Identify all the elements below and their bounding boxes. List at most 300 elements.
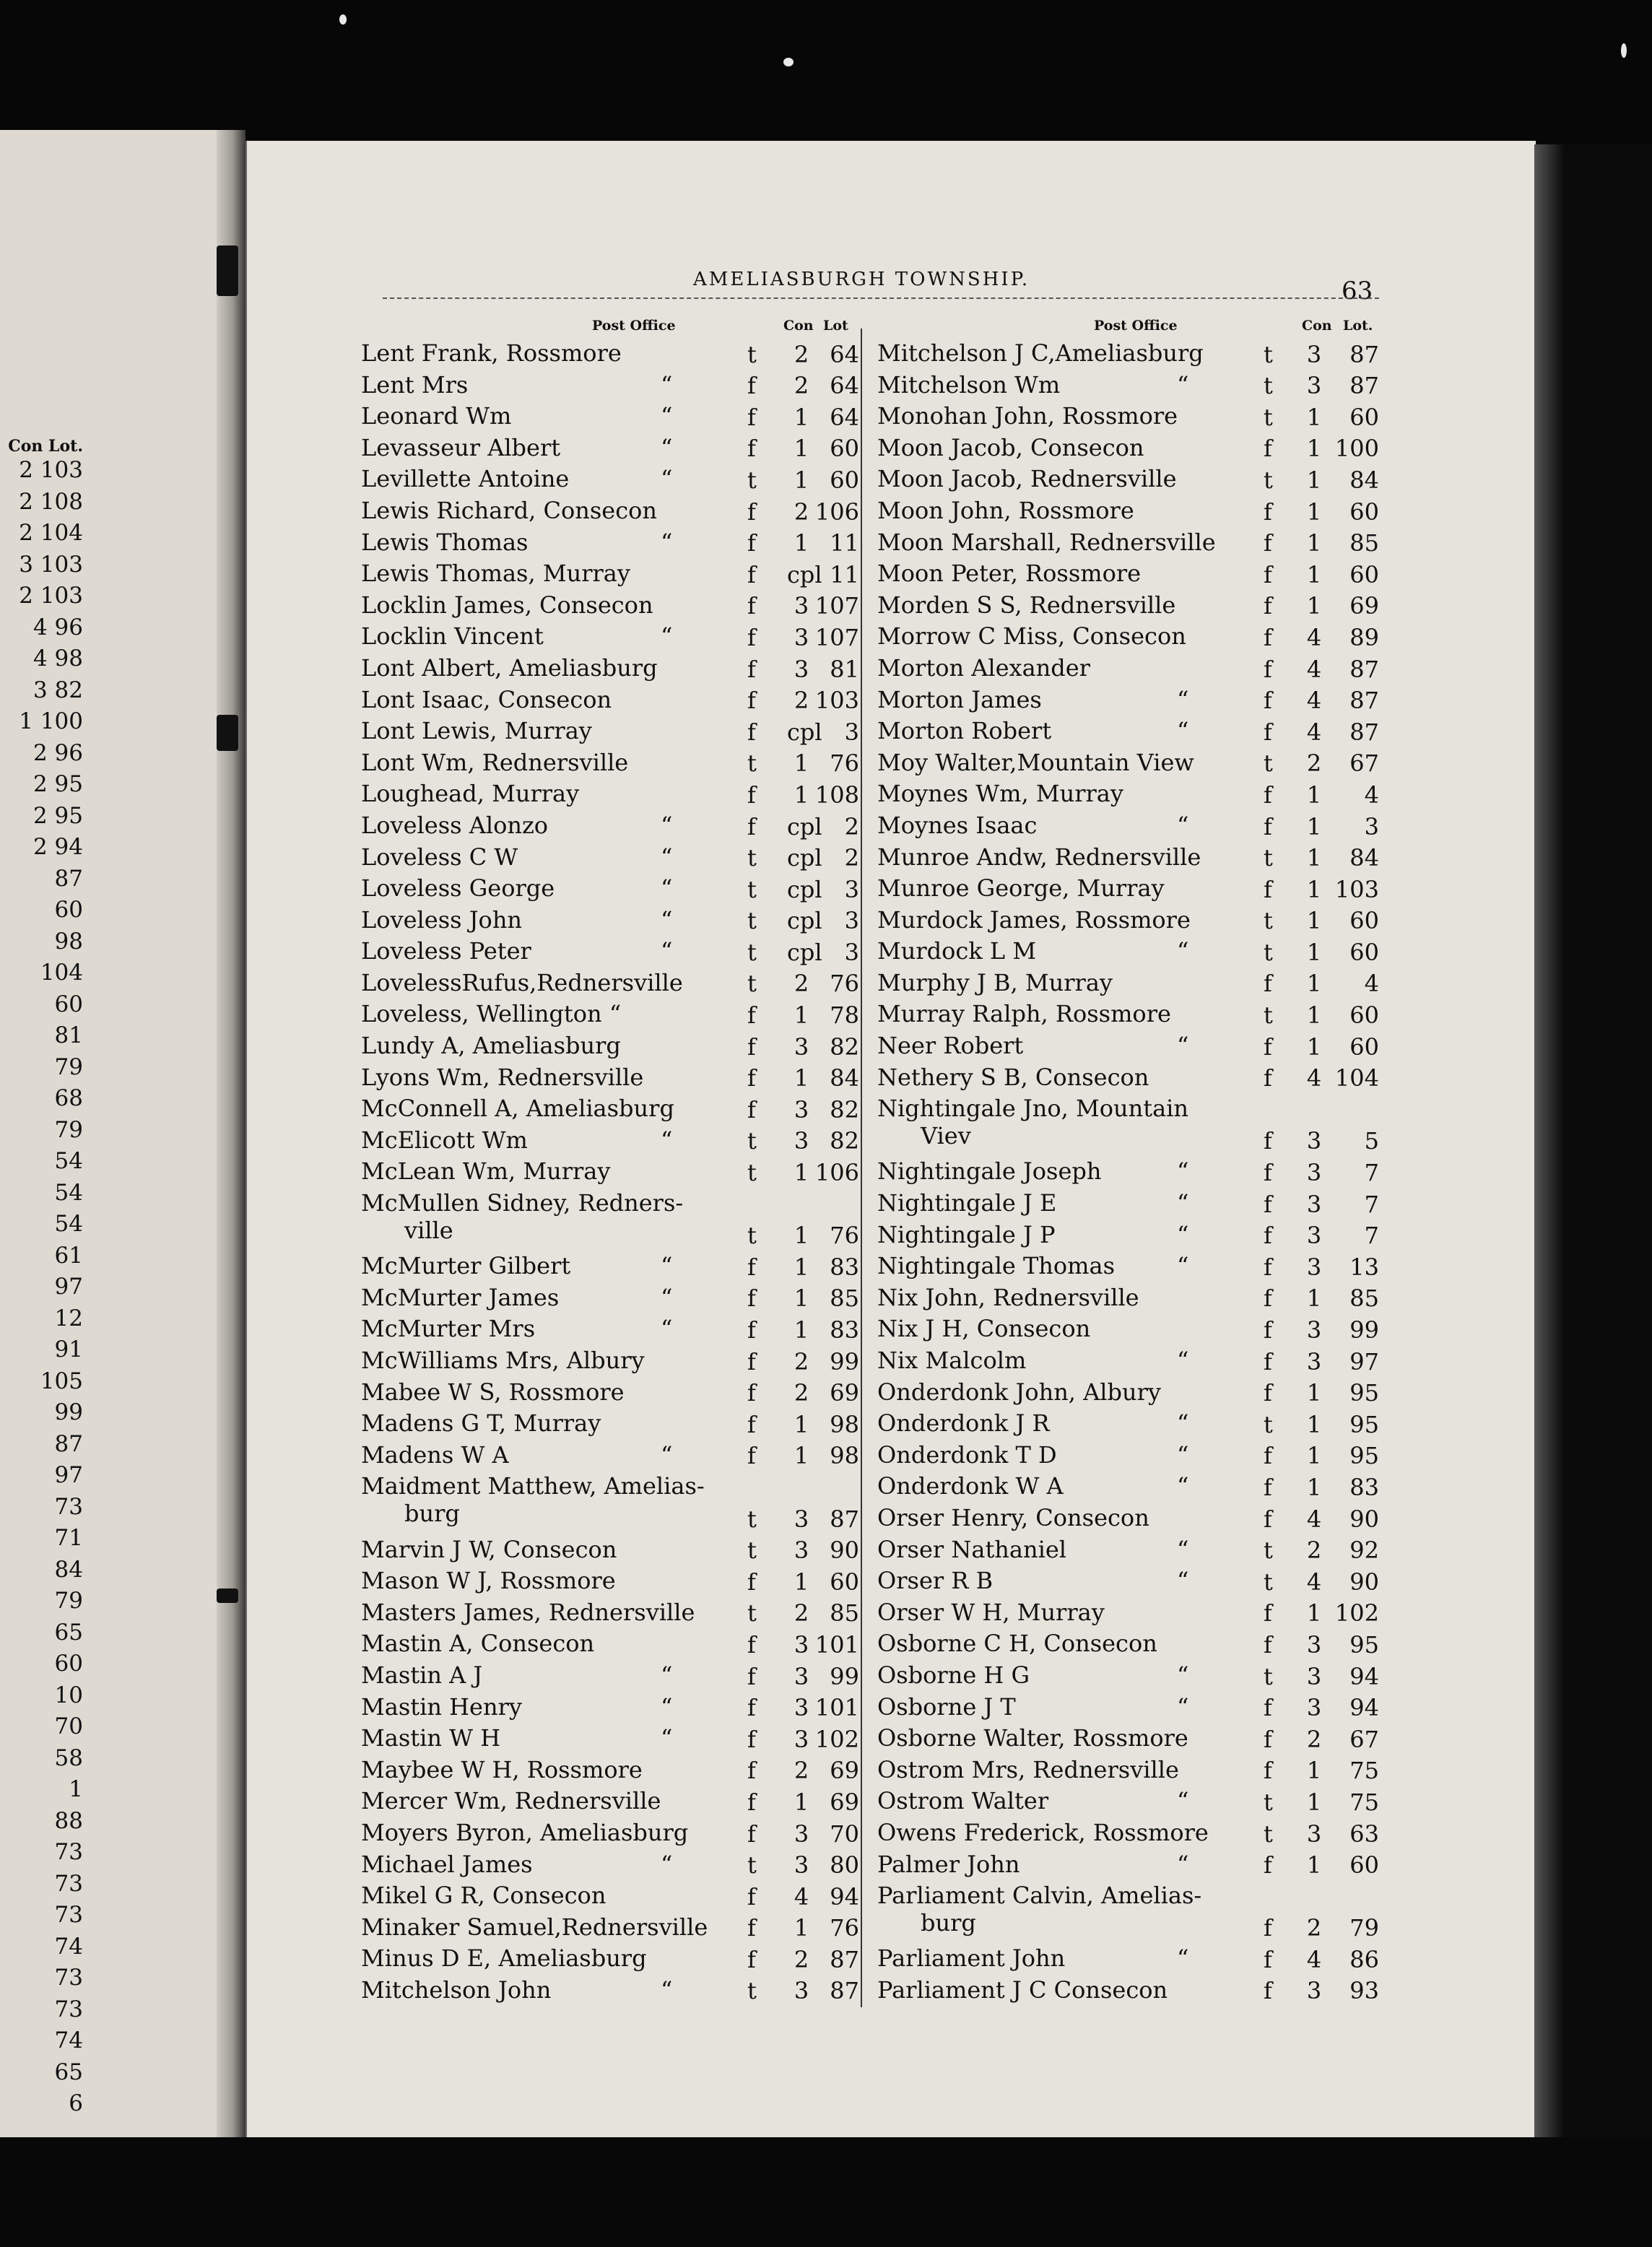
lot-number: 83 — [830, 1253, 859, 1281]
directory-entry — [361, 685, 859, 718]
entry-name-block — [361, 1409, 601, 1437]
directory-entry — [361, 653, 859, 686]
entry-name-block — [361, 1000, 621, 1027]
lot-number: 11 — [830, 560, 859, 588]
ditto-mark: “ — [661, 1661, 673, 1689]
resident-name: Owens Frederick, Rossmore — [877, 1818, 1209, 1846]
left-page-margin-column — [0, 437, 83, 2120]
tenure-code: f — [1264, 1347, 1272, 1375]
entry-name-block — [877, 1599, 1105, 1626]
concession-number: 3 — [794, 1977, 809, 2005]
tenure-code: f — [747, 781, 756, 809]
tenure-code: f — [1264, 1757, 1272, 1785]
concession-number: 2 — [794, 1599, 809, 1627]
tenure-code: f — [747, 435, 756, 463]
concession-number: 1 — [1306, 844, 1322, 872]
concession-number: 1 — [1306, 592, 1322, 620]
concession-number: 1 — [794, 781, 809, 809]
concession-number: 1 — [1306, 1473, 1322, 1501]
tenure-code: f — [1264, 1630, 1272, 1659]
lot-number: 60 — [830, 435, 859, 463]
tenure-code: t — [1264, 1662, 1273, 1690]
directory-entry — [877, 370, 1379, 403]
entry-name-block — [361, 402, 673, 430]
lot-number: 87 — [830, 1945, 859, 1973]
ditto-mark: “ — [661, 843, 673, 871]
directory-entry — [877, 1189, 1379, 1221]
concession-number: 2 — [794, 1757, 809, 1785]
left-page-entry: 1 100 — [19, 708, 83, 734]
entry-name-block — [361, 843, 673, 871]
directory-entry — [877, 1440, 1379, 1473]
lot-number: 99 — [830, 1662, 859, 1690]
resident-name: Moon John, Rossmore — [877, 496, 1134, 524]
ditto-mark: “ — [661, 1126, 673, 1154]
tenure-code: f — [1264, 623, 1272, 651]
directory-entry — [361, 528, 859, 560]
lot-number: 60 — [830, 1568, 859, 1596]
left-page-entry: 4 96 — [32, 614, 83, 640]
ditto-mark: “ — [661, 1724, 673, 1752]
resident-name: Levasseur Albert — [361, 433, 561, 461]
directory-entry — [877, 780, 1379, 812]
tenure-code: t — [747, 1851, 757, 1879]
tenure-code: f — [747, 1630, 756, 1659]
entry-name-block — [361, 1724, 673, 1752]
directory-entry — [877, 528, 1379, 560]
lot-number: 7 — [1364, 1190, 1379, 1218]
tenure-code: f — [1264, 1599, 1272, 1627]
tenure-code: f — [1264, 875, 1272, 903]
ditto-mark: “ — [1177, 717, 1189, 745]
concession-number: 1 — [1306, 529, 1322, 557]
resident-name: Moon Peter, Rossmore — [877, 560, 1142, 588]
resident-name: Munroe Andw, Rednersville — [877, 843, 1201, 871]
con-heading: Con — [783, 318, 814, 334]
entry-name-block — [361, 937, 673, 965]
resident-name: Loughead, Murray — [361, 780, 580, 808]
lot-number: 60 — [1349, 1851, 1379, 1879]
ditto-mark: “ — [1177, 1850, 1189, 1878]
directory-entry — [877, 968, 1379, 1001]
entry-name-block — [361, 1536, 617, 1563]
directory-entry — [877, 1692, 1379, 1725]
entry-name-block — [361, 1756, 643, 1783]
resident-name: Moynes Isaac — [877, 811, 1038, 839]
lot-number: 82 — [830, 1033, 859, 1061]
binding-mark — [217, 1588, 238, 1603]
tenure-code: f — [1264, 1285, 1272, 1313]
entry-name-block — [877, 370, 1189, 399]
entry-name-block — [361, 433, 673, 461]
tenure-code: t — [1264, 1410, 1273, 1438]
left-page-entry: 60 — [54, 897, 83, 923]
directory-entry — [361, 560, 859, 591]
lot-number: 83 — [1349, 1473, 1379, 1501]
entry-name-block — [361, 370, 673, 399]
concession-number: 1 — [1306, 781, 1322, 809]
lot-number: 64 — [830, 372, 859, 400]
lot-number: 13 — [1349, 1253, 1379, 1281]
directory-entry — [361, 1850, 859, 1882]
column-header — [877, 316, 1373, 339]
directory-entry — [361, 1315, 859, 1347]
tenure-code: t — [1264, 466, 1273, 494]
film-border-top — [0, 0, 1652, 144]
directory-entry — [877, 653, 1379, 686]
entry-name-block — [877, 1220, 1189, 1248]
tenure-code: f — [747, 560, 756, 588]
lot-number: 106 — [814, 1159, 859, 1187]
entry-name-block — [361, 969, 683, 996]
binding-mark — [217, 715, 238, 751]
concession-number: 2 — [794, 1945, 809, 1973]
entry-name-block — [877, 654, 1090, 682]
ditto-mark: “ — [661, 937, 673, 965]
directory-column-left — [361, 316, 859, 2007]
binding-marks — [217, 217, 238, 2094]
resident-name: Morton Alexander — [877, 653, 1090, 682]
entry-name-block — [361, 1378, 625, 1406]
entry-name-block — [877, 1064, 1149, 1091]
left-page-entry: 2 108 — [19, 488, 83, 515]
directory-entry — [877, 1063, 1379, 1095]
resident-name: Mitchelson J C,Ameliasburg — [877, 339, 1204, 367]
entry-name-block — [877, 1472, 1189, 1500]
directory-entry — [877, 1787, 1379, 1819]
resident-name: Nix Malcolm — [877, 1347, 1027, 1374]
concession-number: 1 — [1306, 970, 1322, 998]
lot-number: 75 — [1349, 1788, 1379, 1816]
directory-entry — [361, 1598, 859, 1630]
tenure-code: f — [1264, 592, 1272, 620]
tenure-code: f — [747, 592, 756, 620]
entry-name-block — [877, 1661, 1189, 1689]
lot-number: 7 — [1364, 1222, 1379, 1250]
entry-name-block — [877, 1189, 1189, 1217]
resident-name: McMurter Mrs — [361, 1315, 536, 1343]
concession-number: 1 — [794, 1914, 809, 1942]
resident-name: Osborne J T — [877, 1692, 1016, 1721]
directory-entry — [877, 1661, 1379, 1693]
entry-name-block — [361, 1347, 645, 1374]
ditto-mark: “ — [661, 370, 673, 399]
resident-name: Lyons Wm, Rednersville — [361, 1063, 644, 1091]
resident-name: Mastin A J — [361, 1661, 483, 1689]
resident-name: Masters James, Rednersville — [361, 1598, 695, 1626]
tenure-code: f — [1264, 970, 1272, 998]
entry-name-block — [361, 905, 673, 934]
left-page-entry: 54 — [54, 1148, 83, 1174]
concession-number: 3 — [1306, 1694, 1322, 1722]
left-page-entry: 97 — [54, 1274, 83, 1300]
lot-number: 102 — [1334, 1599, 1379, 1627]
left-page-entry: 54 — [54, 1179, 83, 1206]
tenure-code: f — [747, 1725, 756, 1753]
directory-entry — [361, 1000, 859, 1032]
lot-number: 87 — [830, 1505, 859, 1533]
directory-entry — [877, 1000, 1379, 1032]
lot-number: 99 — [830, 1347, 859, 1375]
entry-name-block — [361, 1944, 647, 1972]
tenure-code: t — [1264, 1537, 1273, 1565]
directory-entry — [877, 748, 1379, 781]
tenure-code: f — [747, 1568, 756, 1596]
entry-name-block — [361, 1882, 606, 1909]
directory-entry — [361, 905, 859, 938]
lot-number: 90 — [1349, 1505, 1379, 1533]
lot-number: 87 — [830, 1977, 859, 2005]
resident-name: Mastin A, Consecon — [361, 1630, 595, 1658]
directory-entry — [877, 717, 1379, 749]
directory-entry — [877, 1283, 1379, 1316]
concession-number: 1 — [1306, 466, 1322, 494]
concession-number: 4 — [1306, 687, 1322, 715]
left-page-entry: 65 — [54, 1619, 83, 1646]
tenure-code: f — [1264, 560, 1272, 588]
concession-number: 3 — [794, 1505, 809, 1533]
left-page-entry: 61 — [54, 1242, 83, 1269]
entry-name-block — [877, 874, 1165, 902]
directory-entry — [877, 685, 1379, 718]
directory-entry — [361, 1283, 859, 1316]
concession-number: 1 — [1306, 1001, 1322, 1030]
concession-number: 2 — [1306, 1725, 1322, 1753]
entry-name-block — [361, 465, 673, 493]
lot-number: 95 — [1349, 1630, 1379, 1659]
resident-name: Nix J H, Consecon — [877, 1315, 1091, 1343]
left-page-entry: 79 — [54, 1116, 83, 1143]
resident-name: Madens G T, Murray — [361, 1409, 601, 1438]
lot-number: 100 — [1334, 435, 1379, 463]
concession-number: 4 — [794, 1882, 809, 1911]
concession-number: cpl — [787, 812, 822, 840]
concession-number: 3 — [794, 1694, 809, 1722]
directory-entry — [877, 622, 1379, 654]
directory-entry — [361, 874, 859, 906]
tenure-code: t — [1264, 749, 1273, 778]
directory-entry — [877, 402, 1379, 434]
directory-entry — [877, 1818, 1379, 1851]
concession-number: 3 — [794, 1851, 809, 1879]
lot-number: 75 — [1349, 1757, 1379, 1785]
concession-number: 4 — [1306, 1064, 1322, 1092]
resident-name: Lont Albert, Ameliasburg — [361, 653, 658, 682]
ditto-mark: “ — [661, 1692, 673, 1721]
entry-name-block — [361, 1630, 594, 1657]
entry-name-block — [361, 1064, 643, 1091]
resident-name: Palmer John — [877, 1850, 1020, 1878]
tenure-code: f — [1264, 718, 1272, 746]
directory-entry — [361, 1378, 859, 1410]
lot-number: 85 — [830, 1599, 859, 1627]
entry-name-block — [361, 1599, 695, 1626]
lot-number: 69 — [830, 1757, 859, 1785]
tenure-code: f — [1264, 1222, 1272, 1250]
entry-name-block — [877, 497, 1134, 524]
directory-entry — [361, 591, 859, 623]
entry-name-block — [361, 1787, 661, 1814]
lot-number: 104 — [1334, 1064, 1379, 1092]
directory-entry — [877, 1220, 1379, 1253]
concession-number: 2 — [1306, 749, 1322, 778]
resident-name: Marvin J W, Consecon — [361, 1535, 617, 1563]
resident-name: Osborne Walter, Rossmore — [877, 1724, 1188, 1752]
lot-number: 84 — [1349, 466, 1379, 494]
directory-entry — [877, 1535, 1379, 1568]
concession-number: 1 — [1306, 1757, 1322, 1785]
directory-column-right — [877, 316, 1379, 2007]
entry-name-block — [361, 591, 653, 619]
film-speck — [783, 58, 794, 66]
ditto-mark: “ — [1177, 1220, 1189, 1248]
lot-heading: Lot. — [1343, 318, 1373, 334]
entry-name-block — [361, 1976, 673, 2004]
directory-entry — [877, 937, 1379, 969]
entry-name-block — [877, 591, 1175, 619]
tenure-code: f — [747, 655, 756, 683]
resident-name: Orser Henry, Consecon — [877, 1503, 1149, 1531]
concession-number: 1 — [1306, 435, 1322, 463]
entry-name-block — [877, 843, 1201, 871]
directory-entry — [361, 937, 859, 969]
directory-entry — [877, 843, 1379, 875]
tenure-code: f — [1264, 1064, 1272, 1092]
column-divider — [861, 329, 862, 2007]
directory-entry — [877, 1944, 1379, 1976]
left-page-entry: 2 103 — [19, 457, 83, 483]
tenure-code: f — [747, 1914, 756, 1942]
resident-name: Minus D E, Ameliasburg — [361, 1944, 647, 1973]
tenure-code: f — [1264, 1725, 1272, 1753]
directory-entry — [361, 622, 859, 654]
tenure-code: t — [747, 1977, 757, 2005]
concession-number: 3 — [794, 1127, 809, 1155]
concession-number: 3 — [1306, 340, 1322, 368]
directory-entry — [877, 1567, 1379, 1599]
entry-name-block — [361, 560, 630, 587]
entry-name-block — [877, 1409, 1189, 1438]
entry-name-block — [877, 622, 1186, 650]
resident-name: Moon Jacob, Consecon — [877, 433, 1144, 461]
tenure-code: f — [1264, 1977, 1272, 2005]
concession-number: 2 — [794, 687, 809, 715]
resident-name: Leonard Wm — [361, 402, 512, 430]
resident-name: Lundy A, Ameliasburg — [361, 1032, 621, 1060]
directory-entry — [877, 1472, 1379, 1504]
directory-entry — [361, 496, 859, 529]
directory-entry — [877, 560, 1379, 591]
lot-number: 95 — [1349, 1442, 1379, 1470]
tenure-code: f — [747, 1694, 756, 1722]
concession-number: 3 — [1306, 1347, 1322, 1375]
tenure-code: t — [747, 1505, 757, 1533]
concession-number: 1 — [1306, 1285, 1322, 1313]
entry-name-block — [877, 1000, 1171, 1027]
ditto-mark: “ — [1177, 1692, 1189, 1721]
resident-name: Nightingale Joseph — [877, 1157, 1102, 1186]
tenure-code: t — [1264, 340, 1273, 368]
left-page-entry: 73 — [54, 1493, 83, 1520]
directory-entry — [361, 748, 859, 781]
directory-entry — [361, 1252, 859, 1284]
left-page-entry: 2 104 — [19, 520, 83, 546]
left-page-column-header: Con Lot. — [8, 437, 83, 456]
concession-number: cpl — [787, 875, 822, 903]
post-office-heading: Post Office — [592, 318, 676, 334]
resident-name: Nethery S B, Consecon — [877, 1063, 1149, 1091]
entry-name-block — [877, 1535, 1189, 1563]
left-page-entry: 98 — [54, 928, 83, 955]
concession-number: cpl — [787, 844, 822, 872]
directory-entry — [361, 1755, 859, 1788]
concession-number: 2 — [794, 1379, 809, 1407]
directory-entry — [877, 465, 1379, 497]
ditto-mark: “ — [661, 465, 673, 493]
directory-entry — [361, 1630, 859, 1661]
concession-number: 3 — [794, 592, 809, 620]
tenure-code: f — [1264, 1316, 1272, 1344]
lot-number: 94 — [1349, 1694, 1379, 1722]
directory-entry — [877, 339, 1379, 371]
entry-name-block — [877, 749, 1194, 776]
directory-entry — [361, 717, 859, 749]
resident-name: Morton Robert — [877, 717, 1052, 745]
entry-name-block — [361, 1032, 621, 1059]
resident-name: Lont Isaac, Consecon — [361, 685, 612, 713]
left-page-entry: 79 — [54, 1588, 83, 1614]
lot-number: 2 — [844, 812, 859, 840]
ditto-mark: “ — [1177, 811, 1189, 839]
entry-name-block — [877, 1819, 1209, 1846]
directory-entry — [361, 339, 859, 371]
left-page-entry: 3 82 — [32, 677, 83, 703]
directory-entry — [877, 1347, 1379, 1378]
column-header — [361, 316, 848, 339]
tenure-code: f — [747, 687, 756, 715]
left-page-entry: 65 — [54, 2059, 83, 2085]
lot-number: 76 — [830, 749, 859, 778]
concession-number: 3 — [794, 1820, 809, 1848]
tenure-code: f — [747, 1788, 756, 1816]
resident-name: LovelessRufus,Rednersville — [361, 968, 683, 996]
directory-entry — [361, 811, 859, 843]
ditto-mark: “ — [1177, 937, 1189, 965]
directory-entry — [877, 1755, 1379, 1788]
left-page-entry: 4 98 — [32, 646, 83, 672]
tenure-code: t — [747, 466, 757, 494]
left-page-entry: 104 — [40, 960, 83, 986]
entry-name-block — [877, 1787, 1189, 1815]
directory-entry — [877, 1598, 1379, 1630]
concession-number: 1 — [794, 1222, 809, 1250]
tenure-code: t — [747, 970, 757, 998]
concession-number: 3 — [1306, 1630, 1322, 1659]
tenure-code: f — [1264, 1945, 1272, 1973]
left-page-entry: 12 — [54, 1305, 83, 1331]
resident-name: Onderdonk J R — [877, 1409, 1050, 1438]
directory-entry — [877, 1252, 1379, 1284]
lot-number: 85 — [1349, 529, 1379, 557]
resident-name: Moynes Wm, Murray — [877, 780, 1123, 808]
concession-number: 3 — [1306, 1253, 1322, 1281]
directory-entry — [361, 1913, 859, 1945]
directory-entry — [877, 1630, 1379, 1661]
directory-entry — [361, 370, 859, 403]
directory-entry — [877, 1850, 1379, 1882]
entry-name-block — [877, 969, 1113, 996]
tenure-code: t — [747, 844, 757, 872]
